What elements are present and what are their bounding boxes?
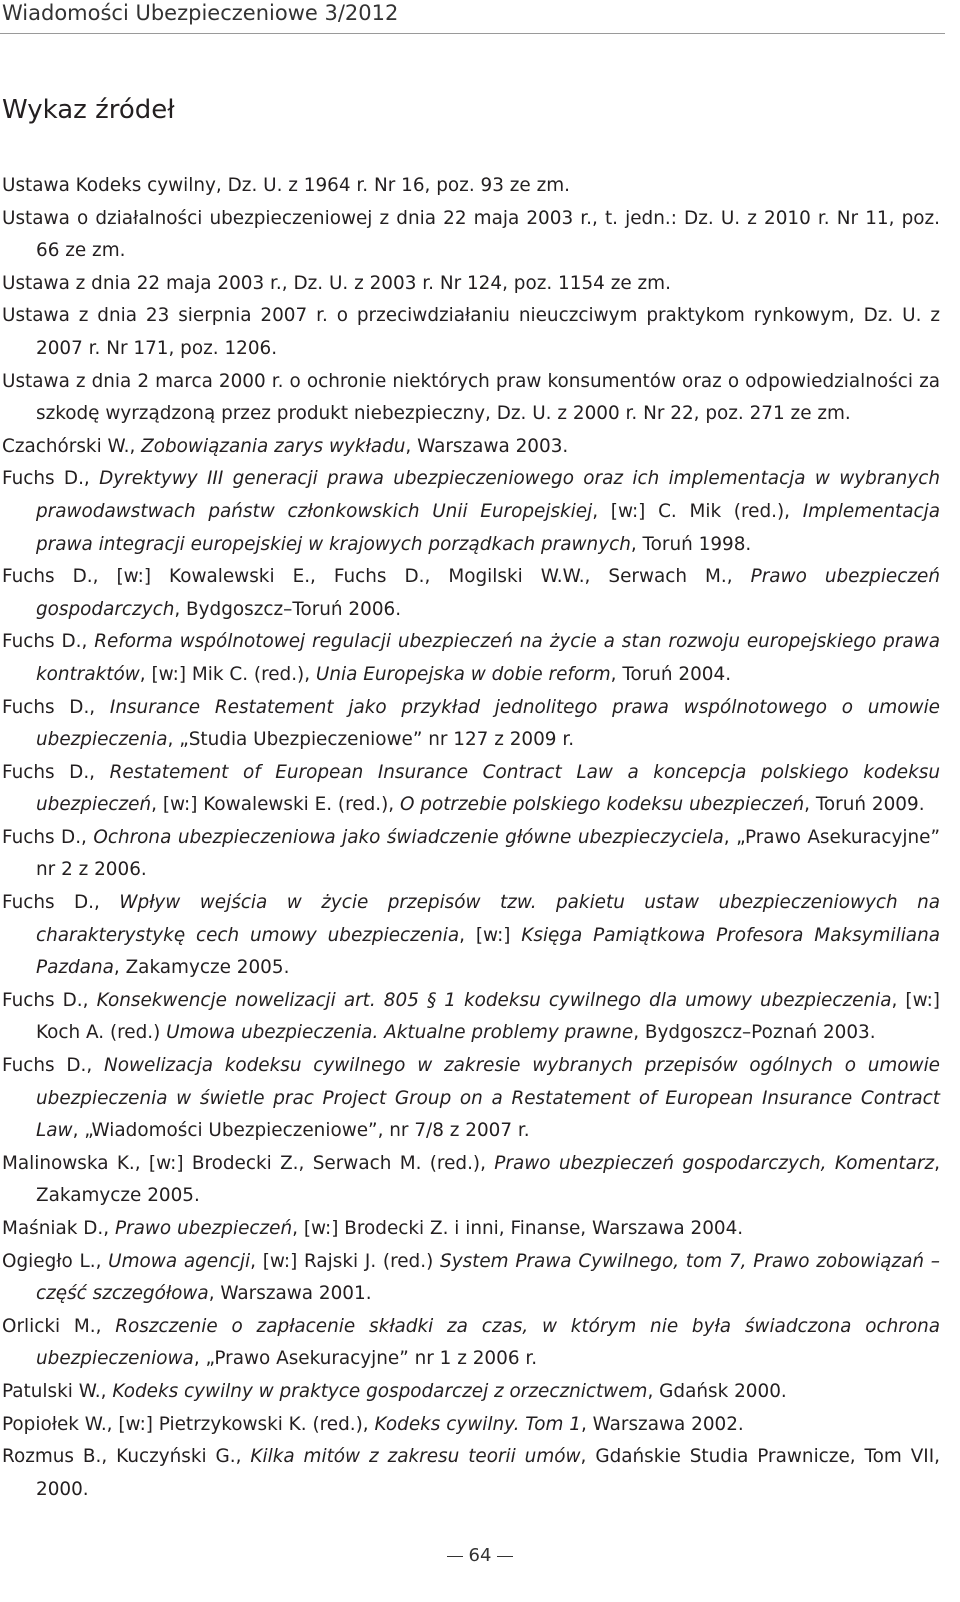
reference-title: Kodeks cywilny w praktyce gospodarczej z orzecznictwem — [112, 1380, 648, 1402]
reference-text: , „Prawo Asekuracyjne” nr 1 z 2006 r. — [193, 1348, 538, 1370]
reference-entry — [2, 692, 940, 757]
reference-title: Insurance Restatement jako przykład jednolitego prawa wspólnotowego o umowie ubezpieczenia — [36, 696, 940, 751]
reference-text: , Warszawa 2001. — [208, 1283, 372, 1305]
reference-entry — [2, 985, 940, 1050]
reference-entry — [2, 170, 940, 203]
reference-title: Restatement of European Insurance Contract Law a koncepcja polskiego kodeksu ubezpieczeń — [36, 761, 941, 816]
reference-entry — [2, 1409, 940, 1442]
reference-text: Fuchs D., — [2, 892, 120, 914]
reference-text: , Gdańskie Studia Prawnicze, Tom VII, 2000. — [36, 1446, 940, 1500]
reference-text: , „Wiadomości Ubezpieczeniowe”, nr 7/8 z 2007 r. — [72, 1120, 530, 1142]
reference-entry — [2, 1246, 940, 1311]
reference-text: Fuchs D., — [2, 1055, 104, 1077]
reference-entry — [2, 268, 940, 301]
reference-text: , „Prawo Asekuracyjne” nr 2 z 2006. — [36, 826, 940, 881]
footer-dash-left — [447, 1556, 463, 1557]
reference-title: Prawo ubezpieczeń gospodarczych, Komentarz — [494, 1152, 935, 1174]
reference-title: Ochrona ubezpieczeniowa jako świadczenie główne ubezpieczyciela — [93, 826, 724, 848]
running-header — [0, 0, 945, 34]
reference-title: Kilka mitów z zakresu teorii umów — [250, 1446, 581, 1468]
reference-text: , [w:] Brodecki Z. i inni, Finanse, Warszawa 2004. — [292, 1218, 744, 1239]
reference-text: , Warszawa 2002. — [580, 1413, 744, 1435]
reference-text: Fuchs D., [w:] Kowalewski E., Fuchs D., Mogilski W.W., Serwach M., — [2, 566, 751, 588]
reference-text: Orlicki M., — [2, 1315, 116, 1337]
reference-entry — [2, 757, 940, 822]
reference-text: Popiołek W., [w:] Pietrzykowski K. (red.), — [2, 1413, 375, 1435]
footer-dash-right — [497, 1556, 513, 1557]
reference-text: , Toruń 2004. — [610, 663, 732, 685]
reference-text: Ustawa o działalności ubezpieczeniowej z dnia 22 maja 2003 r., t. jedn.: Dz. U. z 2010 r. Nr 11, poz. 66 ze zm. — [2, 207, 940, 262]
reference-title: Nowelizacja kodeksu cywilnego w zakresie wybranych przepisów ogólnych o umowie ubezpieczenia w świetle prac Project Group on a Restatement of European Insurance Contract Law — [36, 1055, 941, 1142]
reference-text: , Toruń 2009. — [804, 794, 925, 816]
reference-text: , Toruń 1998. — [630, 533, 752, 555]
reference-entry — [2, 300, 940, 365]
reference-title: Dyrektywy III generacji prawa ubezpieczeniowego oraz ich implementacja w wybranych prawodawstwach państw członkowskich Unii Europejskiej — [36, 468, 940, 522]
reference-title: Implementacja prawa integracji europejskiej w krajowych porządkach prawnych — [36, 500, 940, 555]
reference-entry — [2, 1050, 940, 1148]
reference-title: Umowa ubezpieczenia. Aktualne problemy prawne — [166, 1022, 634, 1044]
reference-text: Fuchs D., — [2, 631, 95, 653]
reference-text: , [w:] Kowalewski E. (red.), — [151, 794, 400, 816]
reference-entry — [2, 431, 940, 464]
reference-text: Ustawa z dnia 2 marca 2000 r. o ochronie niektórych praw konsumentów oraz o odpowiedzialności za szkodę wyrządzoną przez produkt niebezpieczny, Dz. U. z 2000 r. Nr 22, poz. 271 ze zm. — [2, 370, 940, 425]
reference-entry — [2, 561, 940, 626]
reference-text: , Bydgoszcz–Toruń 2006. — [174, 598, 402, 620]
reference-text: , [w:] Rajski J. (red.) — [250, 1250, 441, 1272]
reference-text: Malinowska K., [w:] Brodecki Z., Serwach M. (red.), — [2, 1152, 495, 1174]
reference-text: , „Studia Ubezpieczeniowe” nr 127 z 2009 r. — [167, 729, 575, 751]
reference-text: , [w:] Koch A. (red.) — [36, 989, 940, 1044]
reference-title: Prawo ubezpieczeń — [114, 1218, 293, 1239]
section-title: Wykaz źródeł — [2, 95, 175, 125]
reference-text: Fuchs D., — [2, 468, 100, 490]
header-divider — [0, 33, 945, 34]
reference-list — [2, 170, 940, 1506]
reference-text: Ogiegło L., — [2, 1250, 109, 1272]
reference-title: Unia Europejska w dobie reform — [315, 663, 611, 685]
reference-entry — [2, 1441, 940, 1506]
reference-entry — [2, 626, 940, 691]
reference-text: , Warszawa 2003. — [405, 435, 569, 457]
reference-text: Czachórski W., — [2, 435, 142, 457]
reference-entry — [2, 203, 940, 268]
page-number: 64 — [468, 1545, 492, 1566]
reference-text: Ustawa z dnia 22 maja 2003 r., Dz. U. z 2003 r. Nr 124, poz. 1154 ze zm. — [2, 272, 671, 294]
reference-title: Roszczenie o zapłacenie składki za czas, w którym nie była świadczona ochrona ubezpieczeniowa — [36, 1315, 940, 1370]
reference-entry — [2, 1376, 940, 1409]
page-footer — [0, 1545, 960, 1566]
reference-entry — [2, 1148, 940, 1213]
reference-title: Umowa agencji — [108, 1250, 251, 1272]
reference-title: Konsekwencje nowelizacji art. 805 § 1 kodeksu cywilnego dla umowy ubezpieczenia — [96, 989, 892, 1011]
reference-title: Zobowiązania zarys wykładu — [141, 435, 406, 457]
reference-text: , [w:] Mik C. (red.), — [139, 663, 316, 685]
reference-text: , Zakamycze 2005. — [36, 1152, 940, 1207]
reference-title: Księga Pamiątkowa Profesora Maksymiliana Pazdana — [36, 924, 940, 979]
reference-title: Wpływ wejścia w życie przepisów tzw. pakietu ustaw ubezpieczeniowych na charakterystykę cech umowy ubezpieczenia — [36, 892, 940, 946]
reference-entry — [2, 887, 940, 985]
reference-entry — [2, 822, 940, 887]
reference-text: Maśniak D., — [2, 1218, 115, 1239]
reference-title: Reforma wspólnotowej regulacji ubezpieczeń na życie a stan rozwoju europejskiego prawa kontraktów — [36, 631, 940, 685]
reference-title: O potrzebie polskiego kodeksu ubezpieczeń — [399, 794, 805, 816]
reference-text: Ustawa Kodeks cywilny, Dz. U. z 1964 r. Nr 16, poz. 93 ze zm. — [2, 175, 570, 196]
reference-title: Kodeks cywilny. Tom 1 — [374, 1413, 581, 1435]
reference-text: , [w:] — [459, 924, 522, 946]
reference-text: Fuchs D., — [2, 989, 97, 1011]
reference-text: Ustawa z dnia 23 sierpnia 2007 r. o przeciwdziałaniu nieuczciwym praktykom rynkowym, Dz. U. z 2007 r. Nr 171, poz. 1206. — [2, 305, 940, 359]
reference-text: Fuchs D., — [2, 826, 94, 848]
reference-text: Rozmus B., Kuczyński G., — [2, 1446, 251, 1468]
reference-title: System Prawa Cywilnego, tom 7, Prawo zobowiązań – część szczegółowa — [36, 1250, 940, 1305]
reference-text: , Bydgoszcz–Poznań 2003. — [633, 1022, 876, 1044]
reference-entry — [2, 463, 940, 561]
reference-text: Fuchs D., — [2, 696, 110, 718]
journal-title: Wiadomości Ubezpieczeniowe 3/2012 — [2, 1, 399, 25]
reference-entry — [2, 366, 940, 431]
reference-text: , Gdańsk 2000. — [647, 1380, 787, 1402]
reference-entry — [2, 1311, 940, 1376]
reference-text: Fuchs D., — [2, 761, 110, 783]
reference-text: Patulski W., — [2, 1380, 113, 1402]
reference-text: , Zakamycze 2005. — [113, 957, 290, 979]
reference-text: , [w:] C. Mik (red.), — [592, 500, 803, 522]
reference-title: Prawo ubezpieczeń gospodarczych — [36, 566, 940, 620]
reference-entry — [2, 1213, 940, 1246]
